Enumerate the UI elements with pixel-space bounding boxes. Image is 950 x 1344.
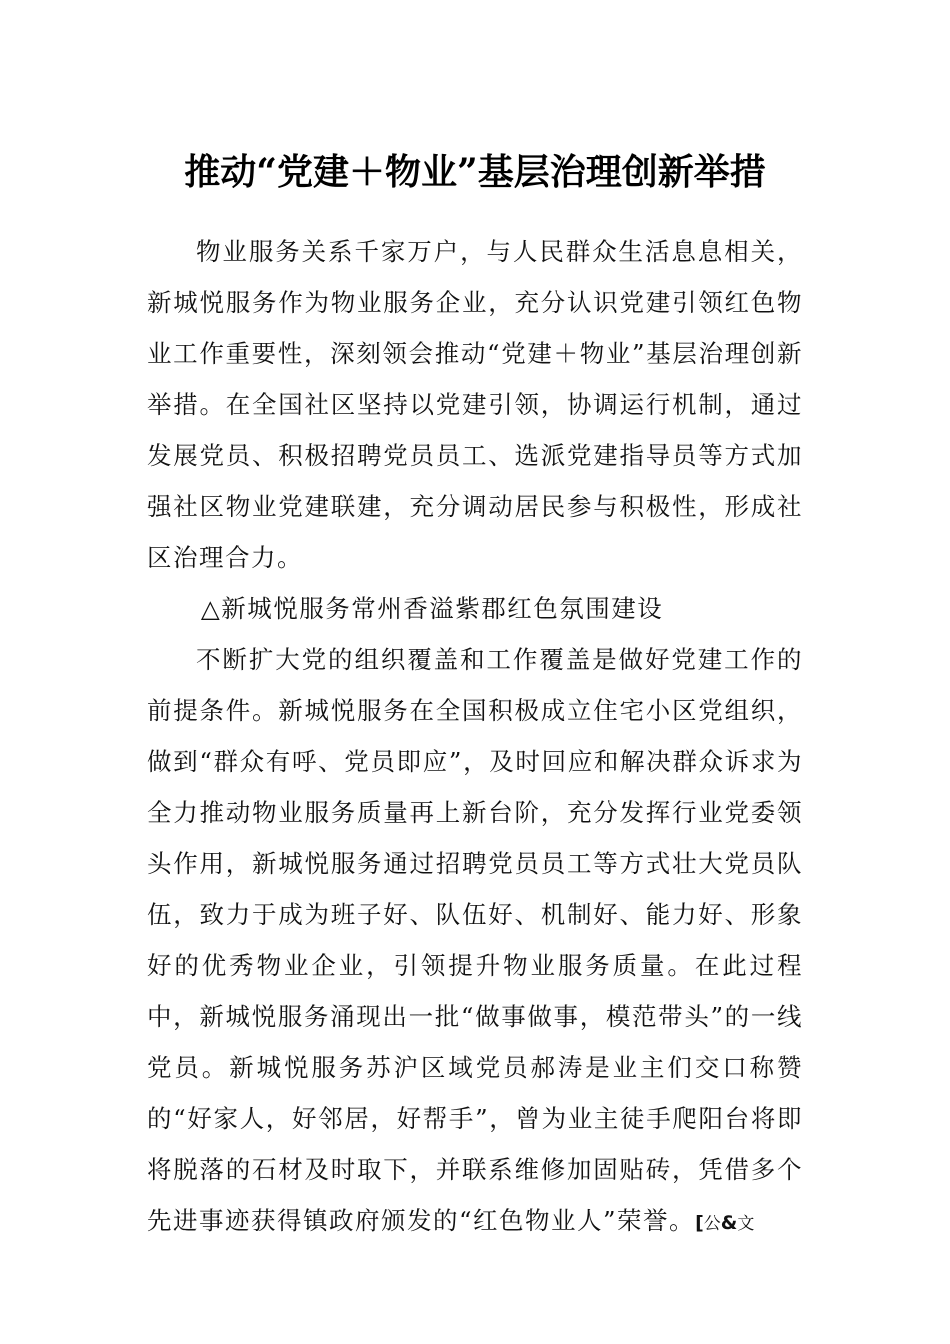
watermark-part2: 文 (737, 1214, 755, 1234)
watermark-amp: & (720, 1212, 738, 1234)
paragraph-main-text: 不断扩大党的组织覆盖和工作覆盖是做好党建工作的前提条件。新城悦服务在全国积极成立住宅小区党组织，做到“群众有呼、党员即应”，及时回应和解决群众诉求为全力推动物业服务质量再上新台阶，充分发挥行业党委领头作用，新城悦服务通过招聘党员员工等方式壮大党员队伍，致力于成为班子好、队伍好、机制好、能力好、形象好的优秀物业企业，引领提升物业服务质量。在此过程中，新城悦服务涌现出一批“做事做事，模范带头”的一线党员。新城悦服务苏沪区域党员郝涛是业主们交口称赞的“好家人，好邻居，好帮手”，曾为业主徒手爬阳台将即将脱落的石材及时取下，并联系维修加固贴砖，凭借多个先进事迹获得镇政府颁发的“红色物业人”荣誉。 (147, 645, 803, 1235)
paragraph-intro: 物业服务关系千家万户，与人民群众生活息息相关，新城悦服务作为物业服务企业，充分认识党建引领红色物业工作重要性，深刻领会推动“党建＋物业”基层治理创新举措。在全国社区坚持以党建引领，协调运行机制，通过发展党员、积极招聘党员员工、选派党建指导员等方式加强社区物业党建联建，充分调动居民参与积极性，形成社区治理合力。 (147, 237, 803, 572)
watermark-bracket: [ (695, 1212, 704, 1234)
watermark-part1: 公 (703, 1214, 721, 1234)
watermark-tag (695, 1214, 754, 1234)
document-body (147, 226, 803, 1250)
image-caption: △新城悦服务常州香溢紫郡红色氛围建设 (200, 594, 664, 623)
paragraph-main (147, 634, 803, 1250)
document-title: 推动“党建＋物业”基层治理创新举措 (184, 151, 766, 193)
